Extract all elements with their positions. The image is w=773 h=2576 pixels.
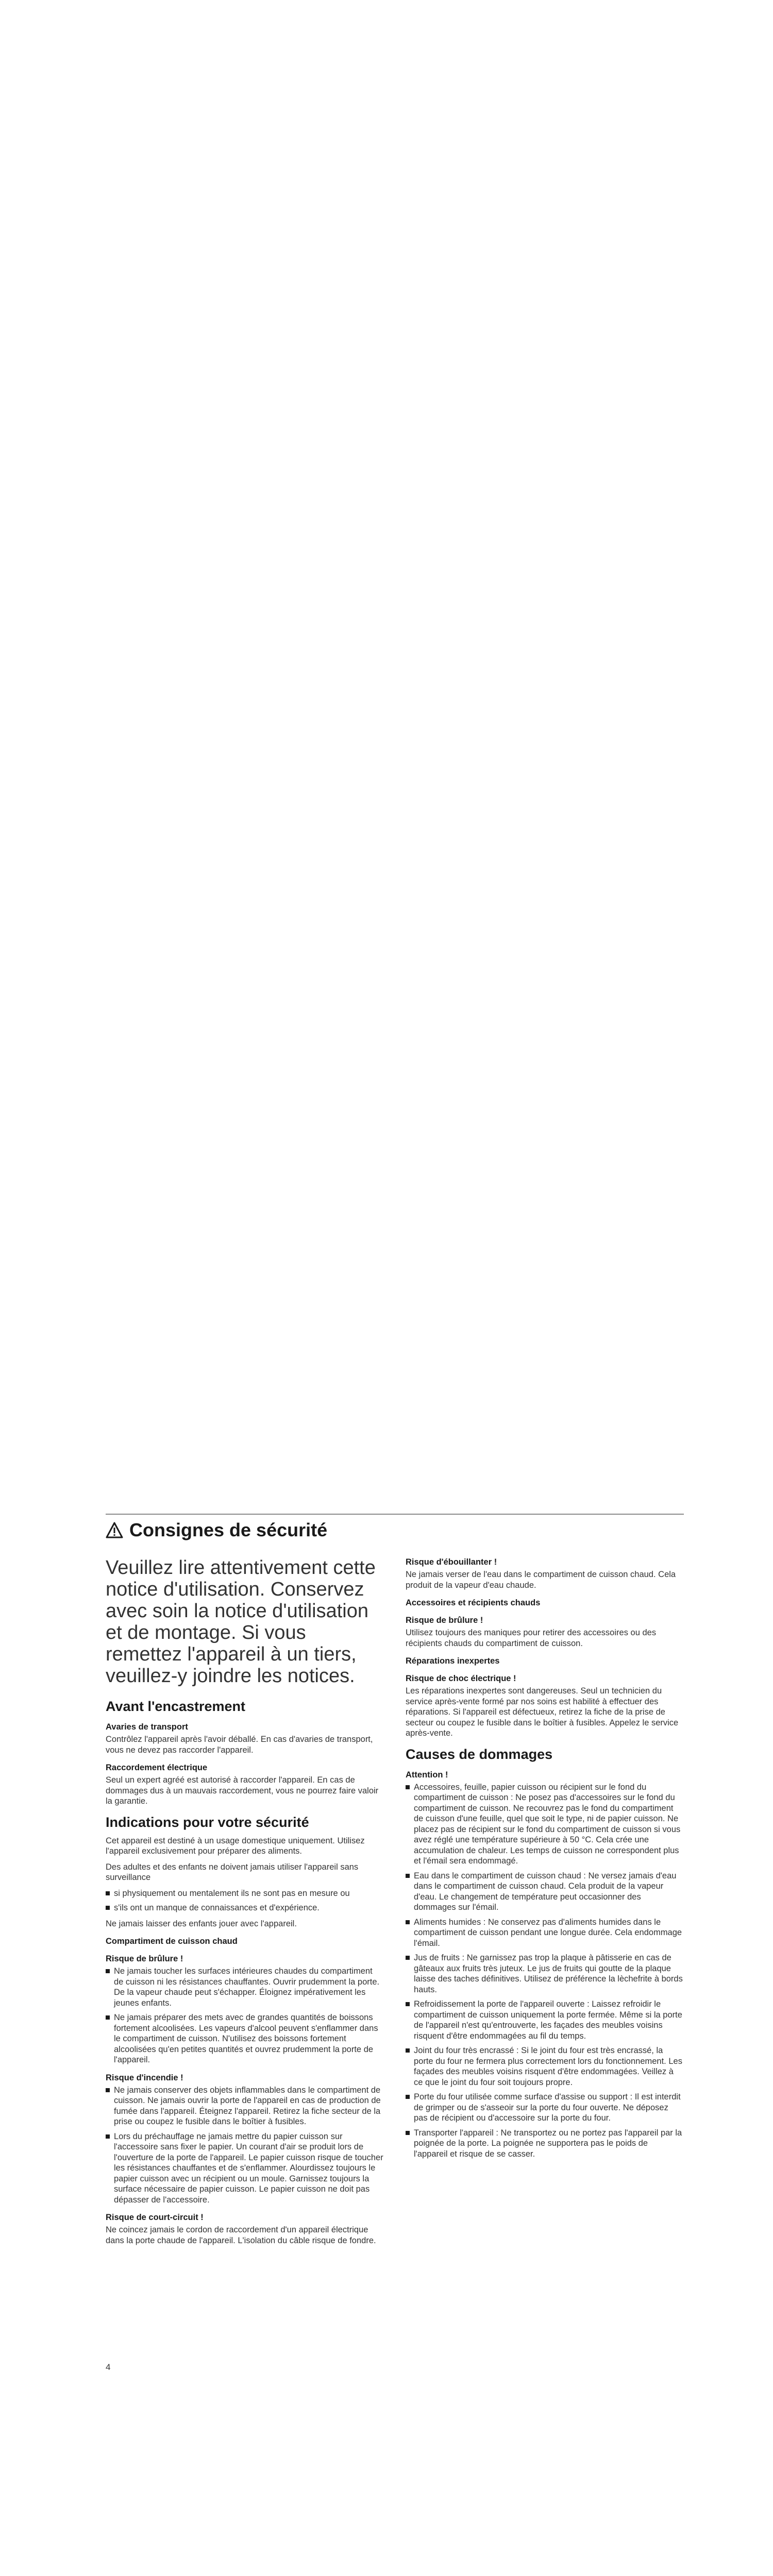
text-indications-3: Ne jamais laisser des enfants jouer avec l'appareil.	[106, 1919, 297, 1928]
heading-attention: Attention !	[406, 1770, 448, 1780]
page-title	[106, 1519, 684, 1541]
list-item: Ne jamais conserver des objets inflammables dans le compartiment de cuisson. Ne jamais ouvrir la porte de l'appareil en cas de production de fumée dans l'appareil. Éteignez l'appareil. Retirez la fiche secteur de la prise ou coupez le fusible dans le boîtier à fusibles.	[106, 2085, 384, 2127]
list-item: Refroidissement la porte de l'appareil ouverte : Laissez refroidir le compartiment de cuisson uniquement la porte fermée. Même si la porte de l'appareil n'est qu'entrouverte, les façades des meubles voisins risquent d'être endommagées au fil du temps.	[406, 1999, 684, 2041]
text-indications-2: Des adultes et des enfants ne doivent jamais utiliser l'appareil sans surveillance	[106, 1862, 359, 1882]
heading-avant-encastrement: Avant l'encastrement	[106, 1699, 246, 1714]
text-reparations: Les réparations inexpertes sont dangereuses. Seul un technicien du service après-vente formé par nos soins est habilité à effectuer des réparations. Si l'appareil est défectueux, retirez la fiche de la prise de secteur ou coupez le fusible dans le boîtier à fusibles. Appelez le service après-vente.	[406, 1686, 679, 1738]
heading-accessoires: Accessoires et récipients chauds	[406, 1598, 541, 1607]
heading-choc-electrique: Risque de choc électrique !	[406, 1674, 516, 1683]
heading-indications: Indications pour votre sécurité	[106, 1814, 309, 1830]
heading-compartiment-chaud: Compartiment de cuisson chaud	[106, 1937, 238, 1946]
heading-ebouillanter: Risque d'ébouillanter !	[406, 1557, 497, 1567]
text-court-circuit: Ne coincez jamais le cordon de raccordement d'un appareil électrique dans la porte chaude de l'appareil. L'isolation du câble risque de fondre.	[106, 2225, 376, 2245]
list-item: Ne jamais préparer des mets avec de grandes quantités de boissons fortement alcoolisées. Les vapeurs d'alcool peuvent s'enflammer dans le compartiment de cuisson. N'utilisez des boissons fortement alcoolisées qu'en petites quantités et ouvrez prudemment la porte de l'appareil.	[106, 2012, 384, 2065]
list-item: Lors du préchauffage ne jamais mettre du papier cuisson sur l'accessoire sans fixer le papier. Un courant d'air se produit lors de l'ouverture de la porte de l'appareil. Le papier cuisson risque de toucher les résistances chauffantes et de s'enflammer. Alourdissez toujours le papier cuisson avec un récipient ou un moule. Garnissez toujours la surface nécessaire de papier cuisson. Le papier cuisson ne doit pas dépasser de l'accessoire.	[106, 2131, 384, 2206]
heading-avaries-transport: Avaries de transport	[106, 1722, 188, 1732]
heading-risque-brulure: Risque de brûlure !	[106, 1954, 183, 1963]
text-raccordement: Seul un expert agréé est autorisé à raccorder l'appareil. En cas de dommages dus à un mauvais raccordement, vous ne pourrez faire valoir la garantie.	[106, 1775, 379, 1806]
causes-list	[406, 1782, 684, 2160]
list-item: Porte du four utilisée comme surface d'assise ou support : Il est interdit de grimper ou de s'asseoir sur la porte du four ouverte. Ne déposez pas de récipient ou d'accessoire sur la porte du four.	[406, 2092, 684, 2124]
text-accessoires: Utilisez toujours des maniques pour retirer des accessoires ou des récipients chauds du compartiment de cuisson.	[406, 1628, 657, 1648]
text-ebouillanter: Ne jamais verser de l'eau dans le compartiment de cuisson chaud. Cela produit de la vapeur d'eau chaude.	[406, 1570, 676, 1590]
page-number: 4	[106, 2362, 111, 2372]
intro-text: Veuillez lire attentivement cette notice d'utilisation. Conservez avec soin la notice d'utilisation et de montage. Si vous remettez l'appareil à un tiers, veuillez-y joindre les notices.	[106, 1557, 376, 1687]
list-item: Jus de fruits : Ne garnissez pas trop la plaque à pâtisserie en cas de gâteaux aux fruits très juteux. Le jus de fruits qui goutte de la plaque laisse des taches définitives. Utilisez de préférence la lèchefrite à bords hauts.	[406, 1953, 684, 1995]
warning-triangle-icon	[106, 1522, 123, 1538]
list-item: s'ils ont un manque de connaissances et d'expérience.	[106, 1903, 384, 1913]
list-item: Aliments humides : Ne conservez pas d'aliments humides dans le compartiment de cuisson pendant une longue durée. Cela endommage l'émail.	[406, 1917, 684, 1949]
list-item: Transporter l'appareil : Ne transportez ou ne portez pas l'appareil par la poignée de la porte. La poignée ne supportera pas le poids de l'appareil et risque de se casser.	[406, 2128, 684, 2160]
text-indications-1: Cet appareil est destiné à un usage domestique uniquement. Utilisez l'appareil exclusivement pour préparer des aliments.	[106, 1836, 365, 1856]
left-column	[106, 1557, 384, 2251]
heading-accessoires-risque: Risque de brûlure !	[406, 1616, 483, 1625]
incendie-list	[106, 2085, 384, 2206]
heading-risque-incendie: Risque d'incendie !	[106, 2073, 183, 2082]
heading-causes-dommages: Causes de dommages	[406, 1746, 553, 1762]
text-avaries-transport: Contrôlez l'appareil après l'avoir déballé. En cas d'avaries de transport, vous ne devez pas raccorder l'appareil.	[106, 1735, 373, 1755]
brulure-list	[106, 1966, 384, 2065]
right-column	[406, 1557, 684, 2164]
list-item: Ne jamais toucher les surfaces intérieures chaudes du compartiment de cuisson ni les résistances chauffantes. Ouvrir prudemment la porte. De la vapeur chaude peut s'échapper. Éloignez impérativement les jeunes enfants.	[106, 1966, 384, 2008]
heading-raccordement: Raccordement électrique	[106, 1763, 208, 1772]
list-item: Joint du four très encrassé : Si le joint du four est très encrassé, la porte du four ne fermera plus correctement lors du fonctionnement. Les façades des meubles voisins risquent d'être endommagées. Veillez à ce que le joint du four soit toujours propre.	[406, 2045, 684, 2088]
title-rule	[106, 1514, 684, 1515]
page-title-text: Consignes de sécurité	[129, 1519, 328, 1540]
list-item: Accessoires, feuille, papier cuisson ou récipient sur le fond du compartiment de cuisson : Ne posez pas d'accessoires sur le fond du compartiment de cuisson. Ne recouvrez pas le fond du compartiment de cuisson d'une feuille, quel que soit le type, ni de papier cuisson. Ne placez pas de récipient sur le fond du compartiment de cuisson si vous avez réglé une température supérieure à 50 °C. Cela crée une accumulation de chaleur. Les temps de cuisson ne correspondent plus et l'émail sera endommagé.	[406, 1782, 684, 1867]
indications-list	[106, 1888, 384, 1913]
list-item: si physiquement ou mentalement ils ne sont pas en mesure ou	[106, 1888, 384, 1899]
heading-court-circuit: Risque de court-circuit !	[106, 2213, 204, 2222]
list-item: Eau dans le compartiment de cuisson chaud : Ne versez jamais d'eau dans le compartiment de cuisson chaud. Cela produit de la vapeur d'eau. Le changement de température peut occasionner des dommages sur l'émail.	[406, 1871, 684, 1913]
heading-reparations: Réparations inexpertes	[406, 1656, 500, 1666]
